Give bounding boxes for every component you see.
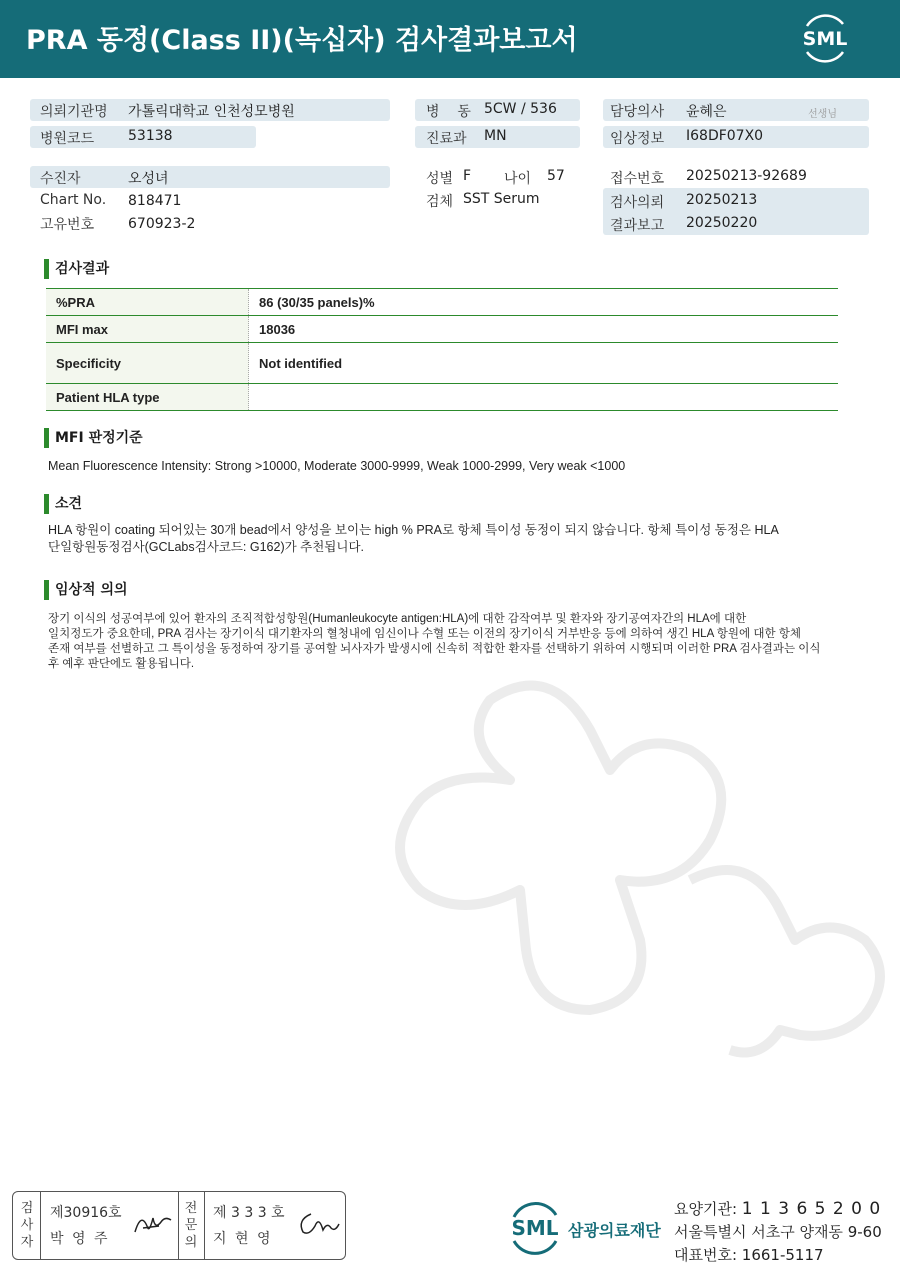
request-label: 검사의뢰 — [610, 195, 665, 211]
hospital-code-value: 53138 — [128, 128, 173, 144]
clinical-line: 일치정도가 중요한데, PRA 검사는 장기이식 대기환자의 혈청내에 임신이나 수혈 또는 이전의 장기이식 거부반응 등에 의하여 생긴 HLA 항원에 대한 항체 — [48, 628, 801, 640]
report-value: 20250220 — [686, 215, 758, 231]
institution-label: 의뢰기관명 — [40, 104, 108, 120]
age-value: 57 — [547, 168, 565, 184]
ward-label: 병 동 — [426, 104, 471, 120]
result-value: Not identified — [249, 343, 839, 384]
report-label: 결과보고 — [610, 218, 665, 234]
opinion-heading: 소견 — [44, 494, 82, 514]
tester-label-char: 사 — [20, 1218, 34, 1233]
receipt-value: 20250213-92689 — [686, 168, 807, 184]
table-row — [46, 343, 838, 384]
clinical-value: I68DF07X0 — [686, 128, 764, 144]
patient-label: 수진자 — [40, 171, 81, 187]
opinion-text — [48, 522, 838, 556]
tester-license-no: 제30916호 — [50, 1205, 122, 1221]
mfi-text: Mean Fluorescence Intensity: Strong >10000, Moderate 3000-9999, Weak 1000-2999, Very weak <1000 — [48, 459, 626, 473]
chart-label: Chart No. — [40, 192, 107, 208]
table-row — [46, 289, 838, 316]
table-row — [46, 384, 838, 411]
clinical-label: 임상정보 — [610, 131, 665, 147]
chart-value: 818471 — [128, 193, 182, 209]
id-value: 670923-2 — [128, 216, 196, 232]
age-label: 나이 — [504, 171, 532, 187]
result-key: %PRA — [46, 289, 249, 316]
tester-label-char: 자 — [20, 1235, 34, 1250]
tester-name: 박 영 주 — [50, 1231, 110, 1247]
sml-logo-icon — [797, 12, 853, 64]
care-no-label: 요양기관: — [674, 1200, 738, 1218]
table-row — [46, 316, 838, 343]
sex-label: 성별 — [426, 171, 454, 187]
result-key: Specificity — [46, 343, 249, 384]
clinical-line: 장기 이식의 성공여부에 있어 환자의 조직적합성항원(Humanleukocyte antigen:HLA)에 대한 감작여부 및 환자와 장기공여자간의 HLA에 대한 — [48, 613, 747, 625]
clinical-line: 후 예후 판단에도 활용됩니다. — [48, 658, 195, 670]
dept-label: 진료과 — [426, 131, 467, 147]
specialist-label-char: 의 — [184, 1235, 198, 1250]
patient-pill — [30, 166, 390, 188]
address: 서울특별시 서초구 양재동 9-60 — [674, 1223, 882, 1241]
report-title: PRA 동정(Class II)(녹십자) 검사결과보고서 — [26, 25, 578, 56]
results-table — [46, 288, 838, 411]
id-label: 고유번호 — [40, 217, 95, 233]
specialist-label — [181, 1200, 201, 1251]
specimen-label: 검체 — [426, 194, 454, 210]
divider — [178, 1192, 179, 1259]
specialist-name: 지 현 영 — [213, 1231, 273, 1247]
dept-value: MN — [484, 128, 507, 144]
specialist-license-no: 제 3 3 3 호 — [213, 1205, 285, 1221]
result-value: 18036 — [249, 316, 839, 343]
clinical-heading: 임상적 의의 — [44, 580, 128, 600]
sml-logo-text: SML — [802, 28, 848, 50]
signature-box — [12, 1191, 346, 1260]
patient-value: 오성녀 — [128, 171, 169, 187]
org-name: 삼광의료재단 — [568, 1221, 661, 1240]
specimen-value: SST Serum — [463, 191, 540, 207]
result-value — [249, 384, 839, 411]
opinion-line: 단일항원동정검사(GCLabs검사코드: G162)가 추천됩니다. — [48, 540, 365, 554]
report-header — [0, 0, 900, 78]
clinical-line: 존재 여부를 선별하고 그 특이성을 동정하여 장기를 공여할 뇌사자가 발생시에 신속히 적합한 환자를 선택하기 위하여 시행되며 이러한 PRA 검사결과는 이식 — [48, 643, 821, 655]
phone-row — [674, 1244, 824, 1265]
result-value: 86 (30/35 panels)% — [249, 289, 839, 316]
institution-value: 가톨릭대학교 인천성모병원 — [128, 104, 295, 120]
doctor-label: 담당의사 — [610, 104, 665, 120]
specialist-signature-icon — [295, 1206, 341, 1240]
results-heading: 검사결과 — [44, 259, 109, 279]
result-key: MFI max — [46, 316, 249, 343]
ward-value: 5CW / 536 — [484, 101, 557, 117]
receipt-label: 접수번호 — [610, 171, 665, 187]
care-no-row — [674, 1198, 881, 1219]
opinion-line: HLA 항원이 coating 되어있는 30개 bead에서 양성을 보이는 high % PRA로 항체 특이성 동정이 되지 않습니다. 항체 특이성 동정은 HLA — [48, 523, 779, 537]
divider — [204, 1192, 205, 1259]
cross-watermark-icon — [360, 640, 900, 1060]
doctor-value: 윤혜은 — [686, 104, 727, 120]
tester-label — [17, 1200, 37, 1251]
divider — [40, 1192, 41, 1259]
phone-value: 1661-5117 — [741, 1246, 824, 1264]
request-value: 20250213 — [686, 192, 758, 208]
specialist-label-char: 전 — [184, 1201, 198, 1216]
care-no-value: 1 1 3 6 5 2 0 0 — [741, 1199, 882, 1219]
hospital-code-label: 병원코드 — [40, 131, 95, 147]
sex-value: F — [463, 168, 472, 184]
tester-signature-icon — [131, 1206, 175, 1240]
sml-footer-logo-icon — [506, 1199, 564, 1257]
sml-footer-logo-text: SML — [511, 1216, 559, 1240]
mfi-heading: MFI 판정기준 — [44, 428, 143, 448]
doctor-suffix: 선생님 — [808, 109, 837, 120]
result-key: Patient HLA type — [46, 384, 249, 411]
specialist-label-char: 문 — [184, 1218, 198, 1233]
phone-label: 대표번호: — [674, 1246, 738, 1264]
tester-label-char: 검 — [20, 1201, 34, 1216]
